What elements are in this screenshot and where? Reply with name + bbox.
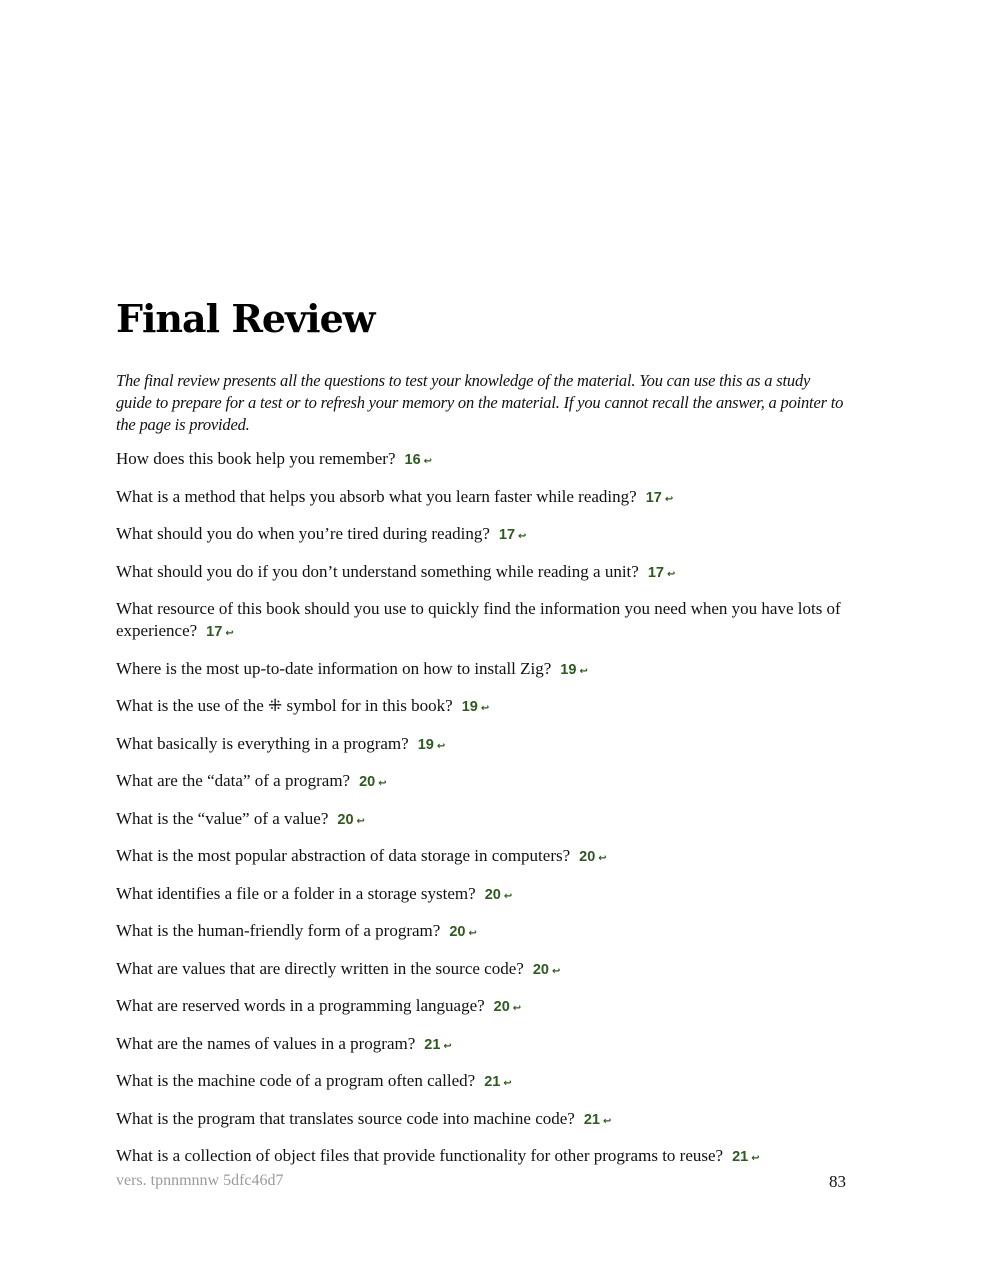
intro-paragraph: The final review presents all the questions to test your knowledge of the material. You can use this as a study guide to prepare for a test or to refresh your memory on the material. If you cannot recall the answer, a pointer to the page is provided. <box>116 371 844 434</box>
list-item <box>116 1033 846 1058</box>
page-ref-link[interactable] <box>579 849 607 865</box>
list-item <box>116 486 846 511</box>
return-arrow-icon: ↩ <box>468 928 477 939</box>
question-text: What are the names of values in a program? <box>116 1033 416 1053</box>
question-text: What is the human-friendly form of a program? <box>116 921 441 940</box>
list-item <box>116 995 846 1020</box>
page-ref-number: 19 <box>417 736 434 753</box>
page-ref-link[interactable] <box>405 452 433 468</box>
page-ref-number: 21 <box>732 1149 749 1165</box>
page-ref-link[interactable] <box>485 887 513 903</box>
page-ref-number: 17 <box>647 564 664 581</box>
page-ref-link[interactable] <box>494 999 522 1015</box>
page-ref-number: 20 <box>359 774 376 790</box>
list-item <box>116 695 846 720</box>
return-arrow-icon: ↩ <box>579 665 588 677</box>
return-arrow-icon: ↩ <box>551 965 561 977</box>
return-arrow-icon: ↩ <box>436 740 446 752</box>
return-arrow-icon: ↩ <box>225 628 234 639</box>
return-arrow-icon: ↩ <box>664 493 674 505</box>
page-ref-number: 17 <box>645 489 662 506</box>
return-arrow-icon: ↩ <box>602 1115 612 1127</box>
page-ref-number: 19 <box>461 699 478 715</box>
page-ref-link[interactable] <box>206 624 234 640</box>
footer-version: vers. tpnnmnnw 5dfc46d7 <box>116 1172 284 1189</box>
question-text: What should you do if you don’t understand something while reading a unit? <box>116 561 639 581</box>
question-text: What basically is everything in a program? <box>116 733 409 753</box>
page-ref-number: 21 <box>583 1111 600 1128</box>
page-ref-number: 17 <box>206 624 223 640</box>
question-text: What is a collection of object files that provide functionality for other programs to reuse? <box>116 1146 724 1165</box>
page-ref-number: 20 <box>493 999 510 1015</box>
return-arrow-icon: ↩ <box>512 1003 522 1014</box>
question-list <box>116 448 846 1183</box>
question-text: What are the “data” of a program? <box>116 771 351 790</box>
question-text: How does this book help you remember? <box>116 449 396 468</box>
question-text: What should you do when you’re tired during reading? <box>116 524 490 543</box>
page-ref-number: 21 <box>424 1036 441 1053</box>
list-item <box>116 808 846 833</box>
question-text: What are reserved words in a programming language? <box>116 996 485 1015</box>
page-ref-link[interactable] <box>418 737 446 753</box>
list-item <box>116 561 846 586</box>
page-ref-number: 20 <box>337 811 354 828</box>
question-text: What are values that are directly written in the source code? <box>116 958 524 978</box>
return-arrow-icon: ↩ <box>443 1040 452 1052</box>
page-ref-number: 21 <box>484 1074 501 1090</box>
page <box>116 0 846 1262</box>
return-arrow-icon: ↩ <box>518 531 527 542</box>
page-ref-link[interactable] <box>462 699 490 715</box>
page-ref-number: 17 <box>498 527 516 543</box>
page-ref-number: 20 <box>484 886 501 903</box>
list-item <box>116 448 846 473</box>
list-item <box>116 658 846 683</box>
page-ref-number: 19 <box>560 661 577 678</box>
return-arrow-icon: ↩ <box>598 853 607 864</box>
question-text: What is the most popular abstraction of data storage in computers? <box>116 846 571 865</box>
return-arrow-icon: ↩ <box>751 1153 760 1164</box>
return-arrow-icon: ↩ <box>503 1078 512 1089</box>
question-text: What is the machine code of a program often called? <box>116 1071 476 1090</box>
page-ref-number: 20 <box>532 961 549 978</box>
page-ref-link[interactable] <box>337 812 365 828</box>
page-ref-link[interactable] <box>732 1149 760 1165</box>
page-ref-link[interactable] <box>484 1074 512 1090</box>
page-number: 83 <box>829 1172 846 1191</box>
page-ref-link[interactable] <box>648 565 676 581</box>
list-item <box>116 770 846 795</box>
question-text: What identifies a file or a folder in a storage system? <box>116 883 476 903</box>
return-arrow-icon: ↩ <box>378 778 387 789</box>
page-ref-link[interactable] <box>584 1112 612 1128</box>
list-item <box>116 598 846 645</box>
list-item <box>116 733 846 758</box>
list-item <box>116 1108 846 1133</box>
list-item <box>116 883 846 908</box>
question-text: What is a method that helps you absorb what you learn faster while reading? <box>116 486 637 506</box>
page-ref-number: 20 <box>449 924 466 940</box>
return-arrow-icon: ↩ <box>480 703 490 714</box>
question-text: What resource of this book should you use to quickly find the information you need when you have lots of experience? <box>116 599 841 640</box>
page-ref-link[interactable] <box>533 962 561 978</box>
return-arrow-icon: ↩ <box>356 815 365 827</box>
page-ref-link[interactable] <box>499 527 527 543</box>
question-text: Where is the most up-to-date information on how to install Zig? <box>116 658 552 678</box>
return-arrow-icon: ↩ <box>666 568 676 580</box>
page-ref-link[interactable] <box>449 924 477 940</box>
page-ref-link[interactable] <box>646 490 674 506</box>
question-text: What is the program that translates source code into machine code? <box>116 1108 575 1128</box>
page-ref-link[interactable] <box>560 662 588 678</box>
list-item <box>116 523 846 548</box>
list-item <box>116 845 846 870</box>
list-item <box>116 1145 846 1170</box>
question-text: What is the “value” of a value? <box>116 808 329 828</box>
list-item <box>116 920 846 945</box>
page-ref-link[interactable] <box>424 1037 452 1053</box>
page-title: Final Review <box>116 296 375 341</box>
page-ref-number: 20 <box>579 849 596 865</box>
list-item <box>116 958 846 983</box>
question-text: What is the use of the ⁜ symbol for in this book? <box>116 696 453 715</box>
return-arrow-icon: ↩ <box>423 456 433 467</box>
page-ref-link[interactable] <box>359 774 387 790</box>
page-ref-number: 16 <box>404 452 421 468</box>
return-arrow-icon: ↩ <box>503 890 513 902</box>
list-item <box>116 1070 846 1095</box>
